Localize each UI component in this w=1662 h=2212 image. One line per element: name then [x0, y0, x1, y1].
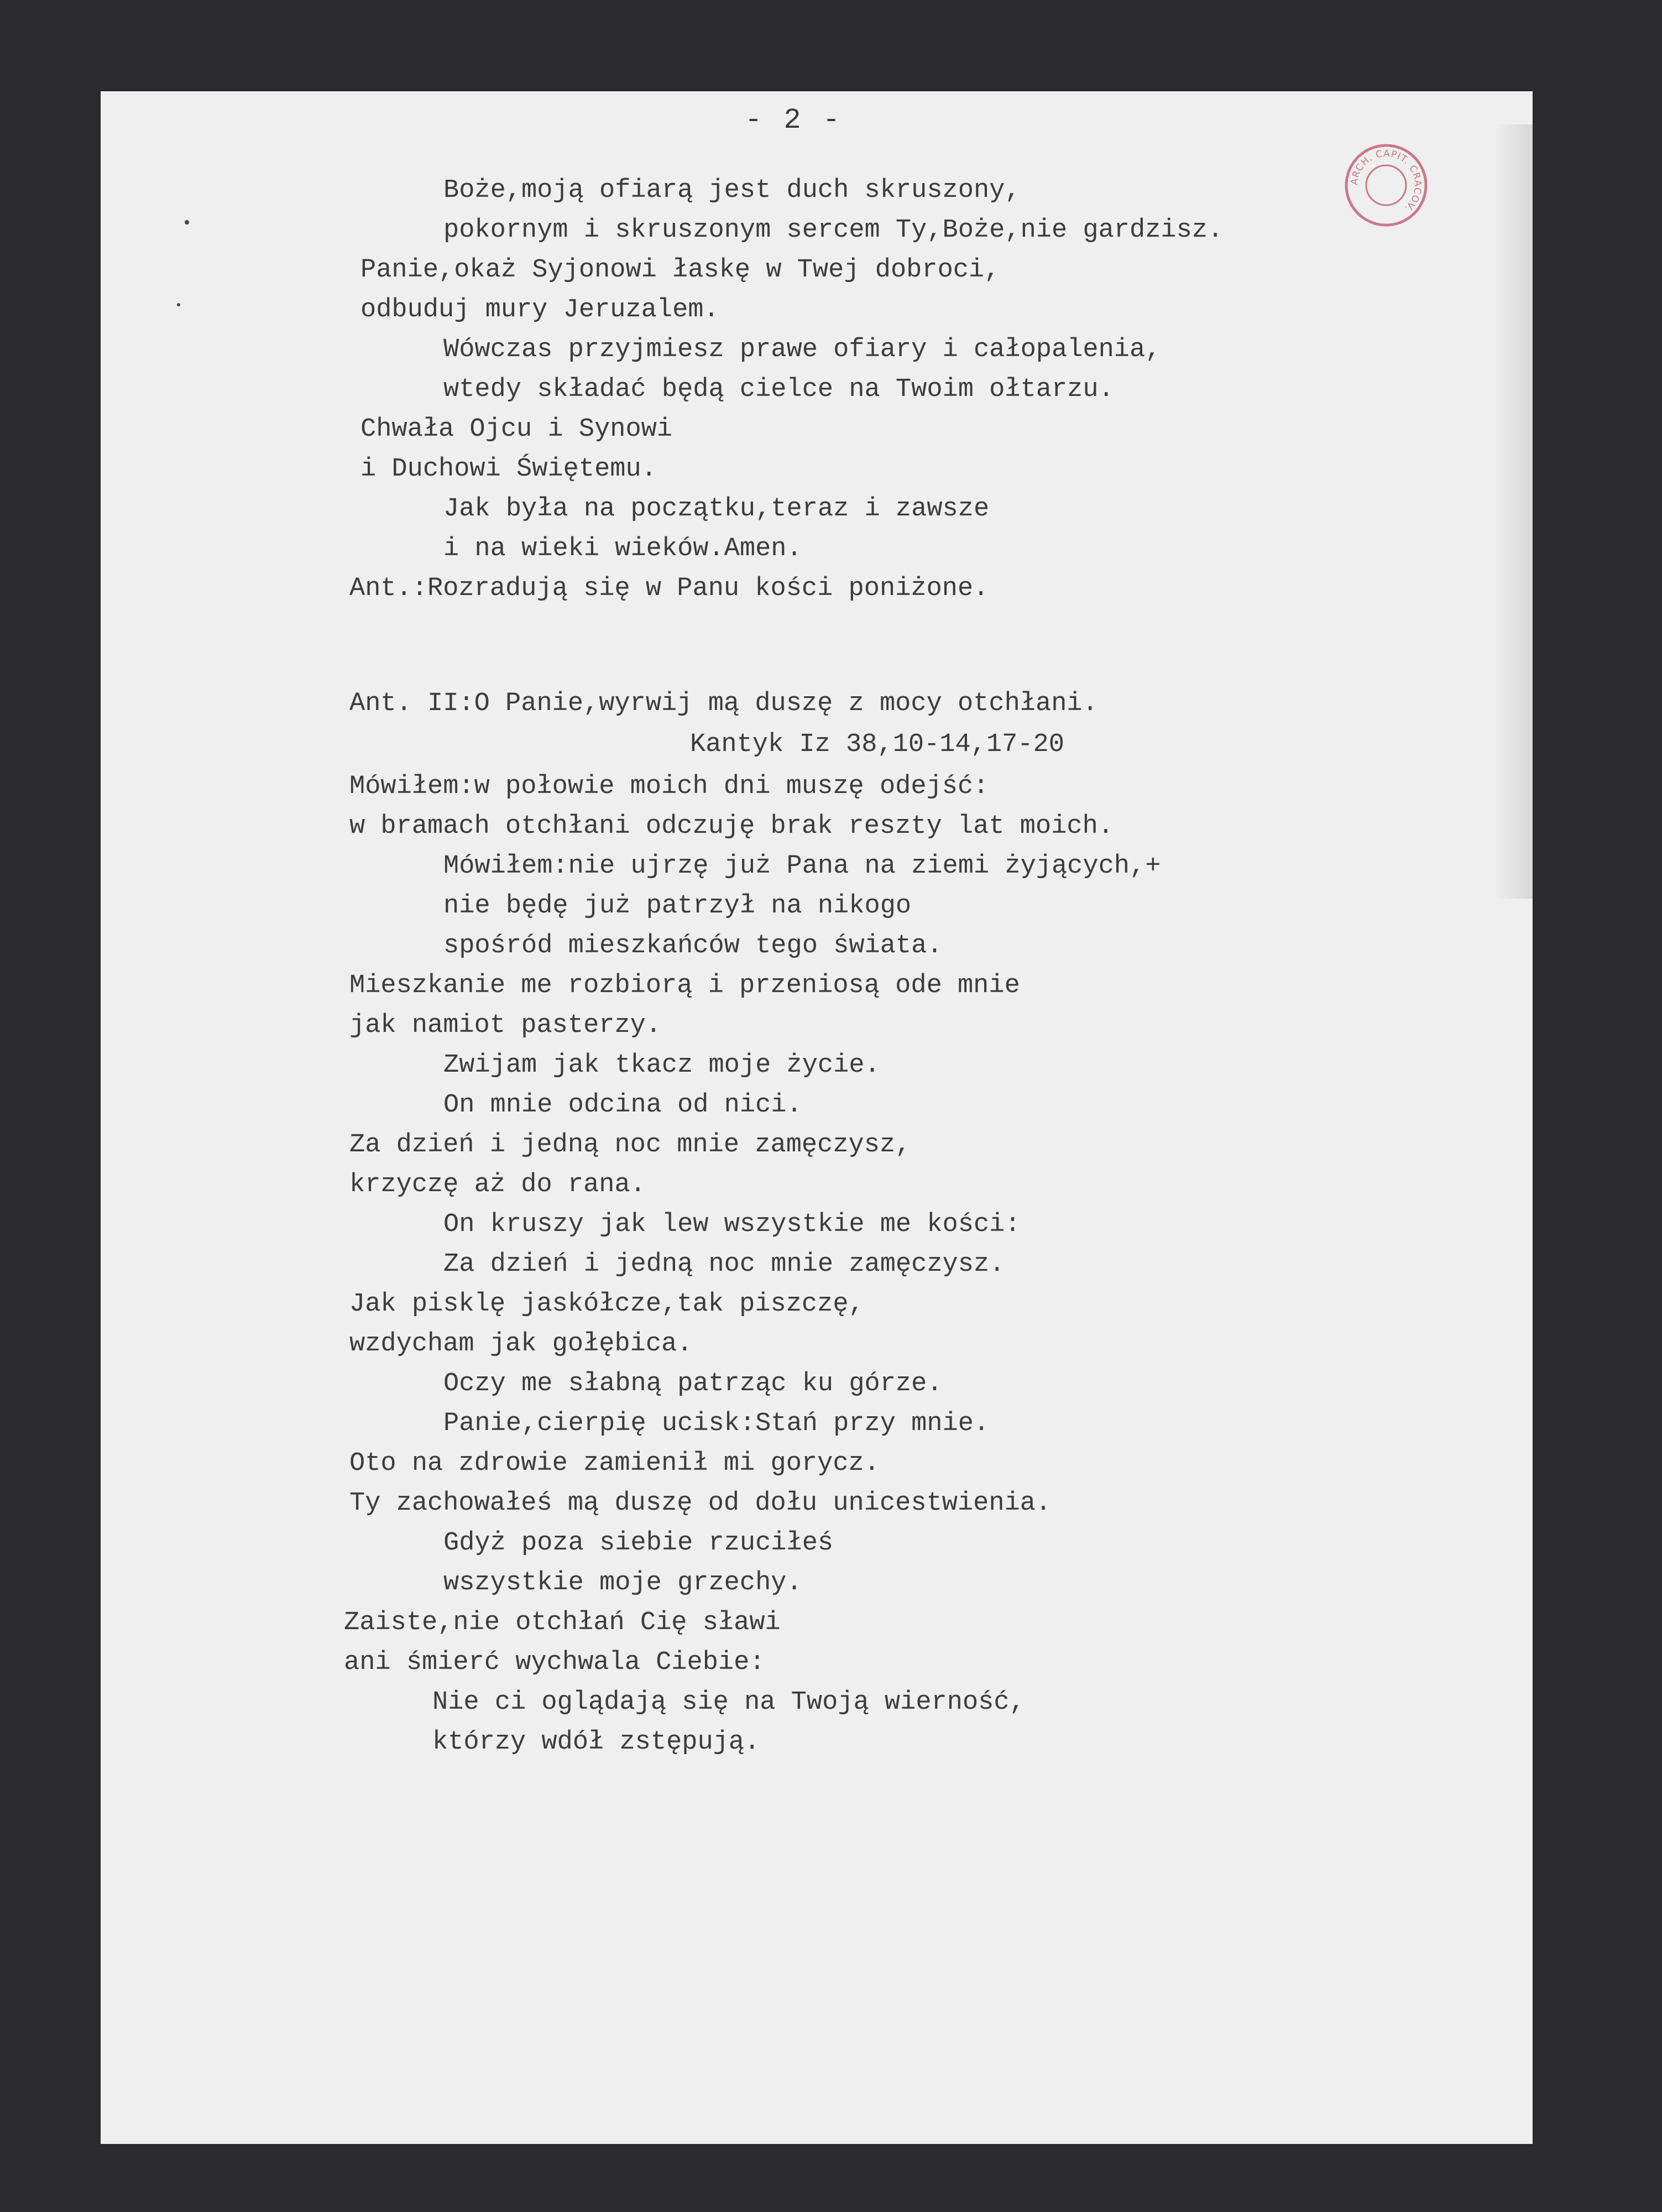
text-line: ani śmierć wychwala Ciebie:: [344, 1648, 765, 1677]
page-edge-shading: [1494, 124, 1533, 899]
text-line: Wówczas przyjmiesz prawe ofiary i całopalenia,: [443, 335, 1161, 364]
text-line: Oto na zdrowie zamienił mi gorycz.: [349, 1449, 880, 1478]
text-line: On kruszy jak lew wszystkie me kości:: [443, 1210, 1021, 1239]
paper-speck: [185, 220, 189, 225]
text-line: Panie,okaż Syjonowi łaskę w Twej dobroci,: [360, 255, 1000, 285]
text-line: i Duchowi Świętemu.: [360, 455, 657, 484]
text-line: Za dzień i jedną noc mnie zamęczysz,: [349, 1130, 911, 1160]
text-line: Mieszkanie me rozbiorą i przeniosą ode mnie: [349, 971, 1020, 1000]
paper-speck: [177, 303, 180, 306]
text-line: którzy wdół zstępują.: [432, 1728, 760, 1757]
text-line: wzdycham jak gołębica.: [349, 1329, 693, 1359]
text-line: Boże,moją ofiarą jest duch skruszony,: [443, 176, 1021, 205]
svg-text:ARCH. CAPIT. CRACOV.: [1349, 148, 1424, 214]
text-line: krzyczę aż do rana.: [349, 1170, 646, 1199]
text-line: Jak pisklę jaskółcze,tak piszczę,: [349, 1290, 864, 1319]
text-line: Nie ci oglądają się na Twoją wierność,: [432, 1688, 1025, 1717]
text-line: Ant. II:O Panie,wyrwij mą duszę z mocy otchłani.: [349, 689, 1098, 718]
text-line: w bramach otchłani odczuję brak reszty lat moich.: [349, 812, 1114, 841]
text-line: Kantyk Iz 38,10-14,17-20: [690, 730, 1064, 759]
text-line: Panie,cierpię ucisk:Stań przy mnie.: [443, 1409, 990, 1438]
text-line: Oczy me słabną patrząc ku górze.: [443, 1369, 943, 1399]
text-line: nie będę już patrzył na nikogo: [443, 891, 912, 921]
text-line: Mówiłem:w połowie moich dni muszę odejść:: [349, 772, 989, 801]
text-line: Mówiłem:nie ujrzę już Pana na ziemi żyjących,+: [443, 852, 1161, 881]
text-line: Gdyż poza siebie rzuciłeś: [443, 1528, 834, 1558]
archive-stamp: [1342, 141, 1430, 229]
stamp-text: ARCH. CAPIT. CRACOV.: [1349, 148, 1424, 215]
document-page: [101, 91, 1533, 2144]
text-line: i na wieki wieków.Amen.: [443, 534, 802, 564]
text-line: wtedy składać będą cielce na Twoim ołtarzu.: [443, 375, 1114, 404]
page-number: - 2 -: [745, 104, 843, 137]
text-line: Ty zachowałeś mą duszę od dołu unicestwienia.: [349, 1489, 1052, 1518]
text-line: Zaiste,nie otchłań Cię sławi: [344, 1608, 781, 1637]
text-line: jak namiot pasterzy.: [349, 1011, 662, 1040]
text-line: Za dzień i jedną noc mnie zamęczysz.: [443, 1250, 1005, 1279]
text-line: wszystkie moje grzechy.: [443, 1568, 802, 1598]
text-line: odbuduj mury Jeruzalem.: [360, 295, 719, 325]
text-line: On mnie odcina od nici.: [443, 1091, 802, 1120]
text-line: Chwała Ojcu i Synowi: [360, 415, 673, 444]
text-line: Jak była na początku,teraz i zawsze: [443, 494, 990, 524]
text-line: Zwijam jak tkacz moje życie.: [443, 1051, 880, 1080]
text-line: Ant.:Rozradują się w Panu kości poniżone.: [349, 574, 989, 603]
text-line: spośród mieszkańców tego świata.: [443, 931, 943, 961]
text-line: pokornym i skruszonym sercem Ty,Boże,nie gardzisz.: [443, 216, 1224, 245]
